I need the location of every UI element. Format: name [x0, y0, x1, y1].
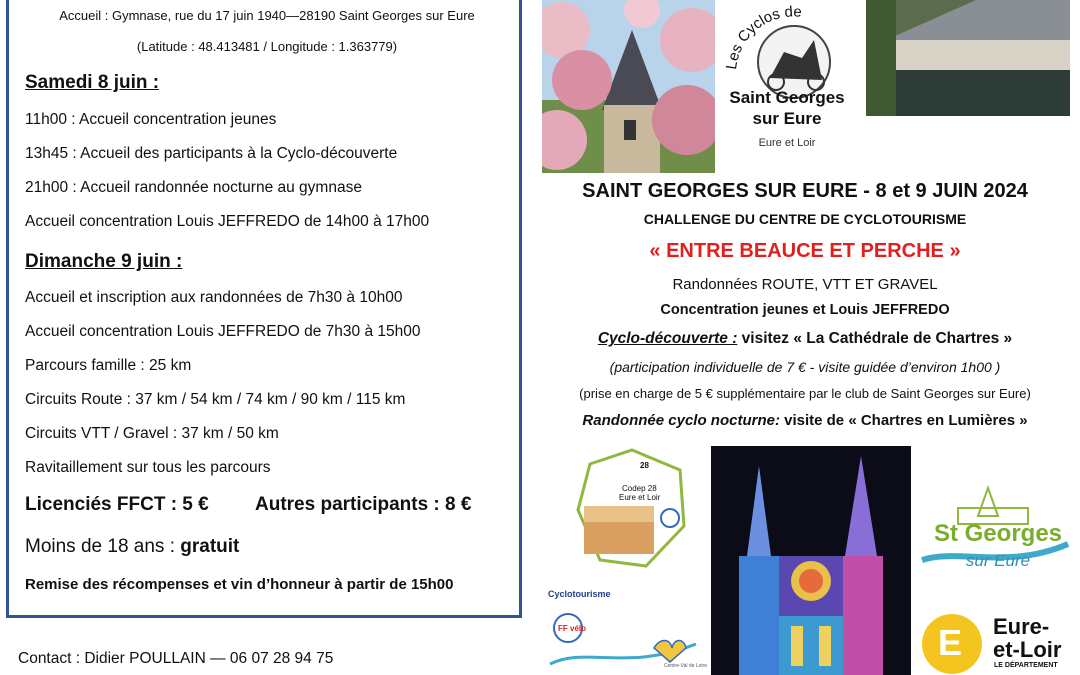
fee-licencies: Licenciés FFCT : 5 €	[25, 494, 209, 515]
saint-georges-line2: sur Eure	[965, 551, 1031, 570]
sunday-heading: Dimanche 9 juin :	[25, 251, 183, 272]
awards-text: Remise des récompenses et vin d’honneur à partir de 15h00	[25, 576, 454, 593]
poster-concentration: Concentration jeunes et Louis JEFFREDO	[660, 302, 950, 318]
club-region: Eure et Loir	[758, 137, 816, 149]
minors-label: Moins de 18 ans :	[25, 536, 181, 557]
poster-title: SAINT GEORGES SUR EURE - 8 et 9 JUIN 2024	[582, 180, 1028, 202]
codep-line1: Codep 28	[622, 484, 657, 493]
minors-line	[25, 536, 239, 558]
sunday-item: Circuits Route : 37 km / 54 km / 74 km / 90 km / 115 km	[25, 391, 406, 408]
club-arc-text: Les Cyclos de	[722, 3, 803, 71]
info-box	[6, 0, 522, 618]
contact-text: Contact : Didier POULLAIN — 06 07 28 94 75	[18, 650, 334, 667]
lavoir-photo	[866, 0, 1070, 116]
poster-prise: (prise en charge de 5 € supplémentaire par le club de Saint Georges sur Eure)	[579, 386, 1031, 401]
poster-challenge: CHALLENGE DU CENTRE DE CYCLOTOURISME	[643, 211, 967, 227]
cyclo-text: visitez « La Cathédrale de Chartres »	[737, 330, 1013, 347]
nocturne-label: Randonnée cyclo nocturne:	[582, 412, 780, 429]
fee-autres: Autres participants : 8 €	[255, 494, 472, 515]
sunday-item: Parcours famille : 25 km	[25, 357, 192, 374]
club-name-line1: Saint Georges	[729, 88, 845, 107]
ffvelo-text: FF vélo	[558, 624, 587, 633]
eure-et-loir-letter: E	[938, 622, 963, 663]
poster-rides: Randonnées ROUTE, VTT ET GRAVEL	[672, 276, 938, 293]
saint-georges-line1: St Georges	[933, 520, 1063, 547]
cyclotourisme-label: Cyclotourisme	[548, 589, 611, 599]
poster-nocturne-line	[540, 412, 1070, 429]
saturday-item: 21h00 : Accueil randonnée nocturne au gymnase	[25, 179, 362, 196]
sunday-item: Accueil concentration Louis JEFFREDO de 7h30 à 15h00	[25, 323, 421, 340]
poster-participation: (participation individuelle de 7 € - visite guidée d’environ 1h00 )	[609, 359, 1001, 375]
saturday-item: Accueil concentration Louis JEFFREDO de 14h00 à 17h00	[25, 213, 430, 230]
club-logo	[722, 0, 862, 160]
cyclotourisme-logo	[546, 586, 700, 674]
nocturne-text: visite de « Chartres en Lumières »	[779, 412, 1028, 429]
eure-et-loir-line2: et-Loir	[993, 637, 1062, 662]
saturday-heading: Samedi 8 juin :	[25, 72, 160, 93]
coordinates-text: (Latitude : 48.413481 / Longitude : 1.363779)	[136, 39, 398, 54]
saturday-item: 11h00 : Accueil concentration jeunes	[25, 111, 277, 128]
poster-slogan: « ENTRE BEAUCE ET PERCHE »	[649, 240, 961, 262]
cathedral-lights-photo	[711, 446, 911, 675]
codep-number: 28	[640, 461, 649, 470]
church-blossom-photo	[542, 0, 715, 173]
saturday-item: 13h45 : Accueil des participants à la Cyclo-découverte	[25, 145, 398, 162]
sunday-item: Ravitaillement sur tous les parcours	[25, 459, 271, 476]
sunday-item: Circuits VTT / Gravel : 37 km / 50 km	[25, 425, 279, 442]
centre-region-text: Centre-Val de Loire	[664, 663, 707, 669]
cyclo-label: Cyclo-découverte :	[597, 330, 738, 347]
eure-et-loir-line3: LE DÉPARTEMENT	[994, 662, 1058, 669]
eure-et-loir-line1: Eure-	[993, 614, 1050, 639]
poster-cyclo-line	[540, 330, 1070, 348]
address-text: Accueil : Gymnase, rue du 17 juin 1940—28190 Saint Georges sur Eure	[59, 8, 475, 23]
sunday-item: Accueil et inscription aux randonnées de 7h30 à 10h00	[25, 289, 403, 306]
minors-value: gratuit	[180, 536, 240, 557]
codep-line2: Eure et Loir	[619, 493, 661, 502]
club-name-line2: sur Eure	[752, 109, 822, 128]
codep-logo	[572, 448, 692, 570]
